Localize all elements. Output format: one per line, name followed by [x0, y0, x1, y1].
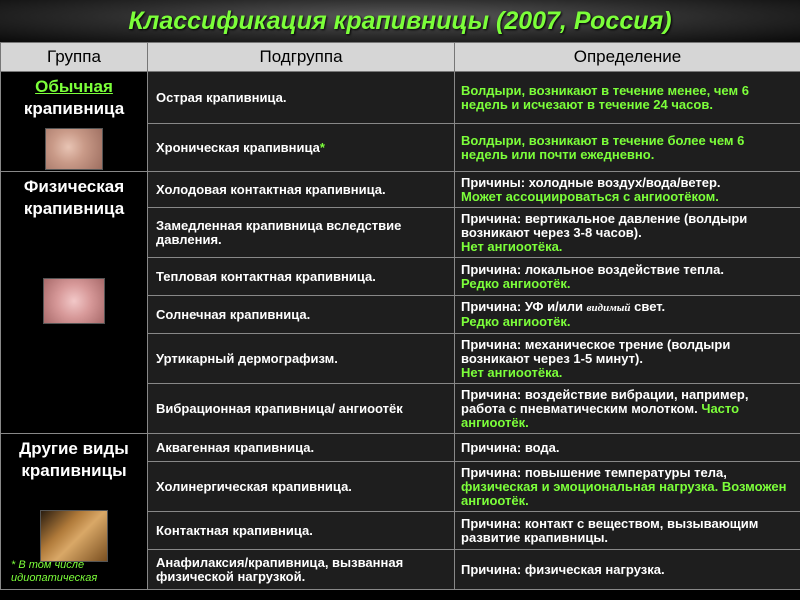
- subgroup-cell: Холодовая контактная крапивница.: [148, 172, 455, 208]
- subgroup-cell: Замедленная крапивница вследствие давления.: [148, 208, 455, 258]
- header-row: [1, 43, 800, 72]
- subgroup-cell: Хроническая крапивница*: [148, 124, 455, 172]
- definition-cell: Волдыри, возникают в течение более чем 6 недель или почти ежедневно.: [455, 124, 800, 172]
- subgroup-cell: Вибрационная крапивница/ ангиоотёк: [148, 384, 455, 434]
- definition-cell: Причина: вертикальное давление (волдыри возникают через 3-8 часов). Нет ангиоотёка.: [455, 208, 800, 258]
- definition-cell: Причина: воздействие вибрации, например, работа с пневматическим молотком. Часто ангиоотёк.: [455, 384, 800, 434]
- group-ordinary-link[interactable]: Обычная: [35, 77, 113, 96]
- subgroup-cell: Уртикарный дермографизм.: [148, 334, 455, 384]
- subgroup-cell: Острая крапивница.: [148, 72, 455, 124]
- footnote-mark: *: [319, 139, 325, 155]
- definition-cell: Волдыри, возникают в течение менее, чем 6 недель и исчезают в течение 24 часов.: [455, 72, 800, 124]
- group-other: [1, 434, 148, 590]
- table-row: [1, 434, 800, 462]
- title-bar: [0, 0, 800, 42]
- slide-title: Классификация крапивницы (2007, Россия): [128, 6, 672, 35]
- definition-cell: Причина: механическое трение (волдыри возникают через 1-5 минут). Нет ангиоотёка.: [455, 334, 800, 384]
- definition-cell: Причина: повышение температуры тела, физическая и эмоциональная нагрузка. Возможен ангиоотёк.: [455, 462, 800, 512]
- definition-cell: Причина: контакт с веществом, вызывающим развитие крапивницы.: [455, 512, 800, 550]
- classification-table: [0, 42, 800, 590]
- footnote: * В том числе идиопатическая: [11, 559, 98, 584]
- group-physical-label: Физическая крапивница: [23, 177, 125, 218]
- subgroup-cell: Тепловая контактная крапивница.: [148, 258, 455, 296]
- subgroup-cell: Аквагенная крапивница.: [148, 434, 455, 462]
- subgroup-cell: Холинергическая крапивница.: [148, 462, 455, 512]
- header-definition: Определение: [455, 43, 800, 72]
- subgroup-cell: Солнечная крапивница.: [148, 296, 455, 334]
- header-subgroup: Подгруппа: [148, 43, 455, 72]
- definition-cell: Причина: локальное воздействие тепла. Редко ангиоотёк.: [455, 258, 800, 296]
- definition-cell: Причина: физическая нагрузка.: [455, 550, 800, 590]
- table-row: [1, 72, 800, 124]
- group-physical: [1, 172, 148, 434]
- header-group: Группа: [1, 43, 148, 72]
- subgroup-cell: Контактная крапивница.: [148, 512, 455, 550]
- group-ordinary: [1, 72, 148, 172]
- skin-rash-image: [43, 278, 105, 324]
- group-ordinary-label: крапивница: [23, 99, 125, 118]
- group-other-label: Другие виды крапивницы: [19, 439, 129, 480]
- skin-rash-image: [45, 128, 103, 170]
- table-row: [1, 172, 800, 208]
- definition-cell: Причины: холодные воздух/вода/ветер. Может ассоциироваться с ангиоотёком.: [455, 172, 800, 208]
- definition-cell: Причина: УФ и/или видимый свет. Редко ангиоотёк.: [455, 296, 800, 334]
- skin-rash-image: [40, 510, 108, 562]
- definition-cell: Причина: вода.: [455, 434, 800, 462]
- subgroup-cell: Анафилаксия/крапивница, вызванная физической нагрузкой.: [148, 550, 455, 590]
